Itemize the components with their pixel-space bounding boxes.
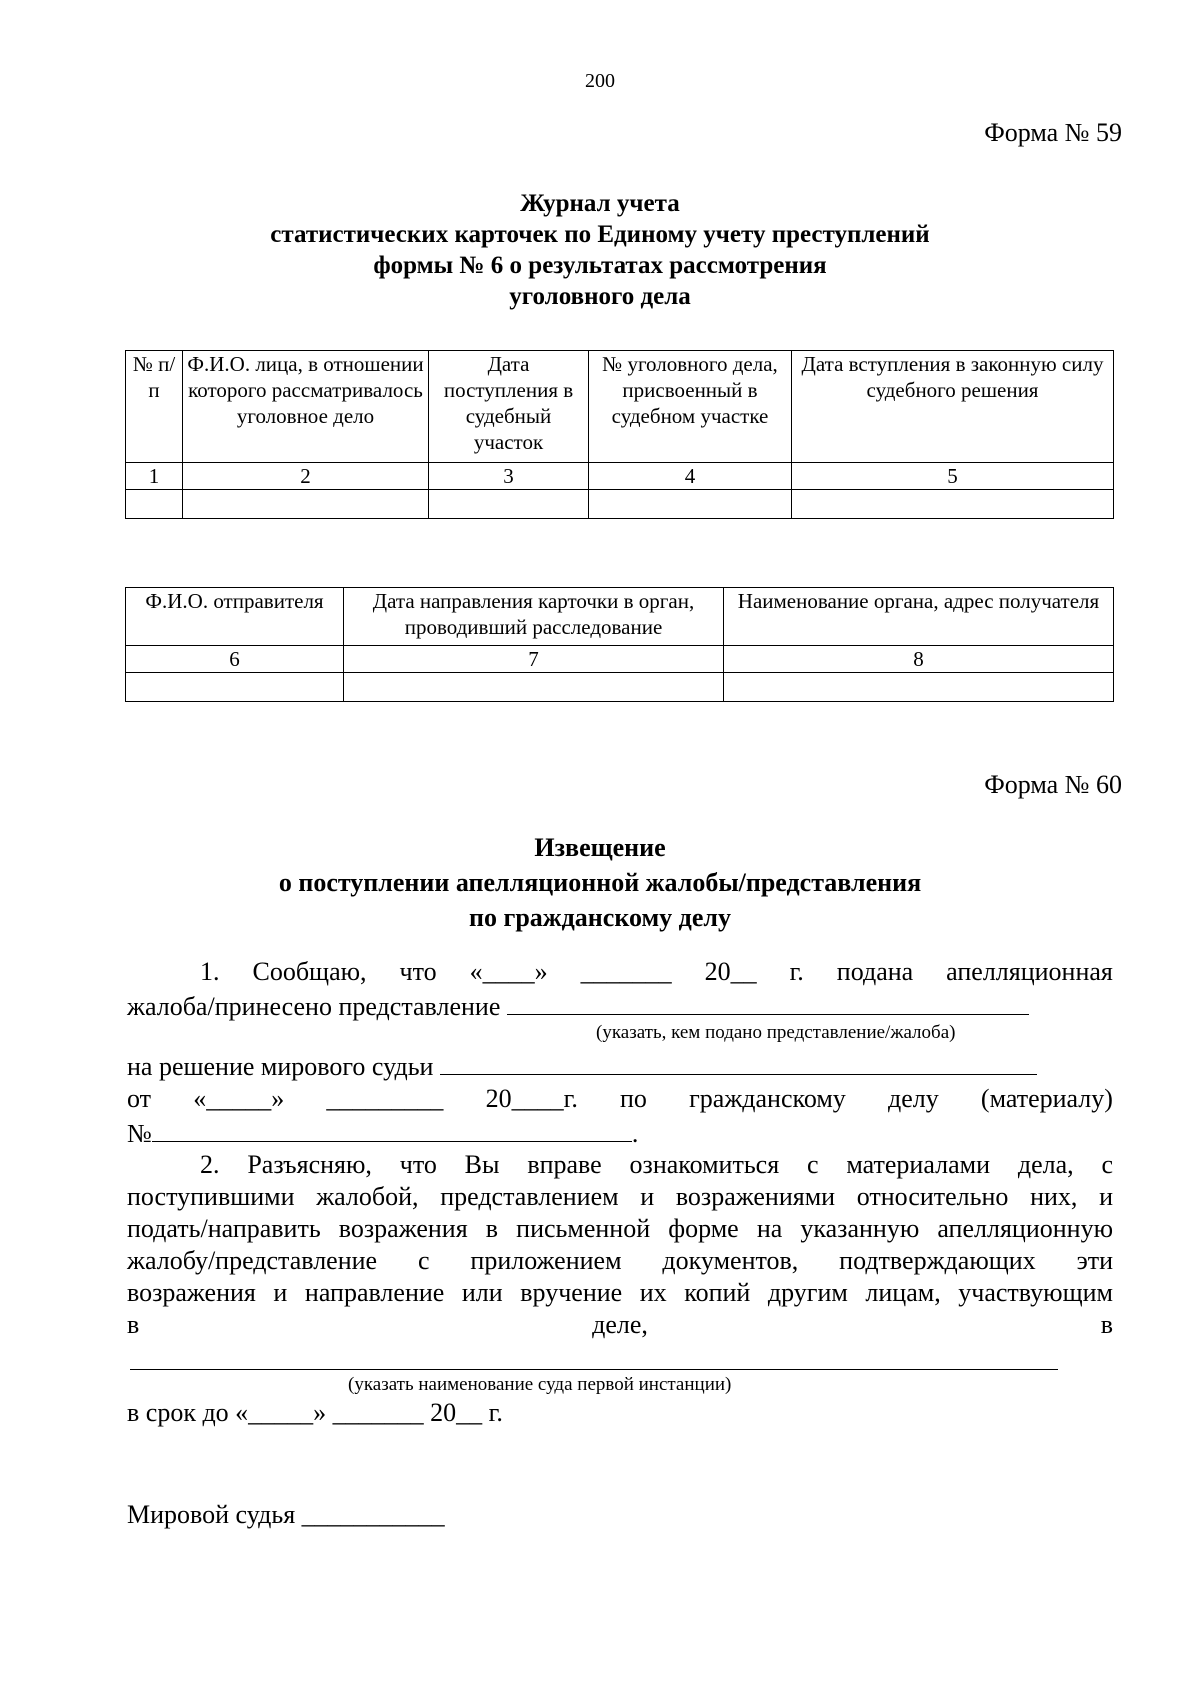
column-number: 8 [724,646,1114,673]
word: гражданскому [689,1084,846,1113]
header-cell: Дата поступления в судебный участок [429,351,589,463]
empty-cell [724,673,1114,702]
header-cell: Дата вступления в законную силу судебного решения [792,351,1114,463]
caption-appellant: (указать, кем подано представление/жалоба) [596,1022,956,1043]
title-line: Журнал учета [520,190,680,217]
column-number: 4 [589,463,792,490]
word: деле, [592,1310,648,1339]
court-name-blank[interactable] [130,1369,1058,1370]
case-number-blank[interactable] [152,1117,632,1142]
p2-line-6 [127,1310,1113,1340]
title-line: по гражданскому делу [469,903,731,932]
table-header-row [126,351,1114,463]
word: г. [789,957,804,986]
date-month-blank[interactable]: _______ [580,957,672,986]
table-number-row [126,463,1114,490]
journal-table-2 [125,587,1114,702]
word: апелляционная [946,957,1113,986]
date-year-blank[interactable]: 20____г. [485,1084,578,1113]
empty-cell [183,490,429,519]
empty-cell [126,673,344,702]
column-number: 5 [792,463,1114,490]
word: в [1100,1310,1113,1339]
word: в [127,1310,140,1339]
table-empty-row [126,673,1114,702]
page-number: 200 [585,70,615,92]
journal-table-1 [125,350,1114,519]
column-number: 7 [344,646,724,673]
word: подана [836,957,914,986]
empty-cell [589,490,792,519]
appeal-text: жалоба/принесено представление [127,992,501,1021]
p2-line-4: жалобу/представление с приложением документов, подтверждающих эти [127,1246,1113,1275]
table-empty-row [126,490,1114,519]
date-day-blank[interactable]: «_____» [193,1084,285,1113]
table-header-row [126,588,1114,646]
empty-cell [344,673,724,702]
word: что [399,957,437,986]
word: делу [887,1084,939,1113]
word: 1. [200,957,220,986]
p2-line-5: возражения и направление или вручение их копий другим лицам, участвующим [127,1278,1113,1307]
appellant-blank[interactable] [507,990,1029,1015]
p2-line-1: 2. Разъясняю, что Вы вправе ознакомиться с материалами дела, с [200,1150,1113,1179]
judge-decision-blank[interactable] [440,1050,1037,1075]
column-number: 1 [126,463,183,490]
word: по [620,1084,647,1113]
table-number-row [126,646,1114,673]
empty-cell [126,490,183,519]
number-sign: № [127,1119,152,1148]
title-line: формы № 6 о результатах рассмотрения [373,252,827,279]
date-year-blank[interactable]: 20__ [704,957,757,986]
p1-line-5 [127,1117,638,1149]
decision-text: на решение мирового судьи [127,1052,434,1081]
word: (материалу) [980,1084,1113,1113]
word: Сообщаю, [252,957,367,986]
header-cell: Наименование органа, адрес получателя [724,588,1114,646]
date-day-blank[interactable]: «____» [469,957,548,986]
signature-line[interactable]: Мировой судья ___________ [127,1500,445,1529]
title-line: о поступлении апелляционной жалобы/представления [278,868,922,897]
form-59-title [0,188,1200,312]
form-59-label: Форма № 59 [984,118,1122,147]
empty-cell [429,490,589,519]
form-60-title [0,830,1200,935]
word: от [127,1084,152,1113]
title-line: уголовного дела [509,283,691,310]
p1-line-2 [127,990,1029,1022]
column-number: 3 [429,463,589,490]
header-cell: Ф.И.О. лица, в отношении которого рассматривалось уголовное дело [183,351,429,463]
header-cell: Ф.И.О. отправителя [126,588,344,646]
deadline-line[interactable]: в срок до «_____» _______ 20__ г. [127,1398,503,1427]
period: . [631,1119,639,1148]
p2-line-2: поступившими жалобой, представлением и возражениями относительно них, и [127,1182,1113,1211]
header-cell: № п/п [126,351,183,463]
header-cell: № уголовного дела, присвоенный в судебном участке [589,351,792,463]
title-line: статистических карточек по Единому учету преступлений [270,221,930,248]
title-line: Извещение [534,833,666,862]
form-60-label: Форма № 60 [984,770,1122,799]
empty-cell [792,490,1114,519]
column-number: 6 [126,646,344,673]
column-number: 2 [183,463,429,490]
caption-court: (указать наименование суда первой инстанции) [348,1374,732,1395]
p1-line-1 [200,957,1113,987]
header-cell: Дата направления карточки в орган, проводивший расследование [344,588,724,646]
p1-line-3 [127,1050,1037,1082]
p1-line-4 [127,1084,1113,1114]
date-month-blank[interactable]: _________ [326,1084,444,1113]
p2-line-3: подать/направить возражения в письменной форме на указанную апелляционную [127,1214,1113,1243]
